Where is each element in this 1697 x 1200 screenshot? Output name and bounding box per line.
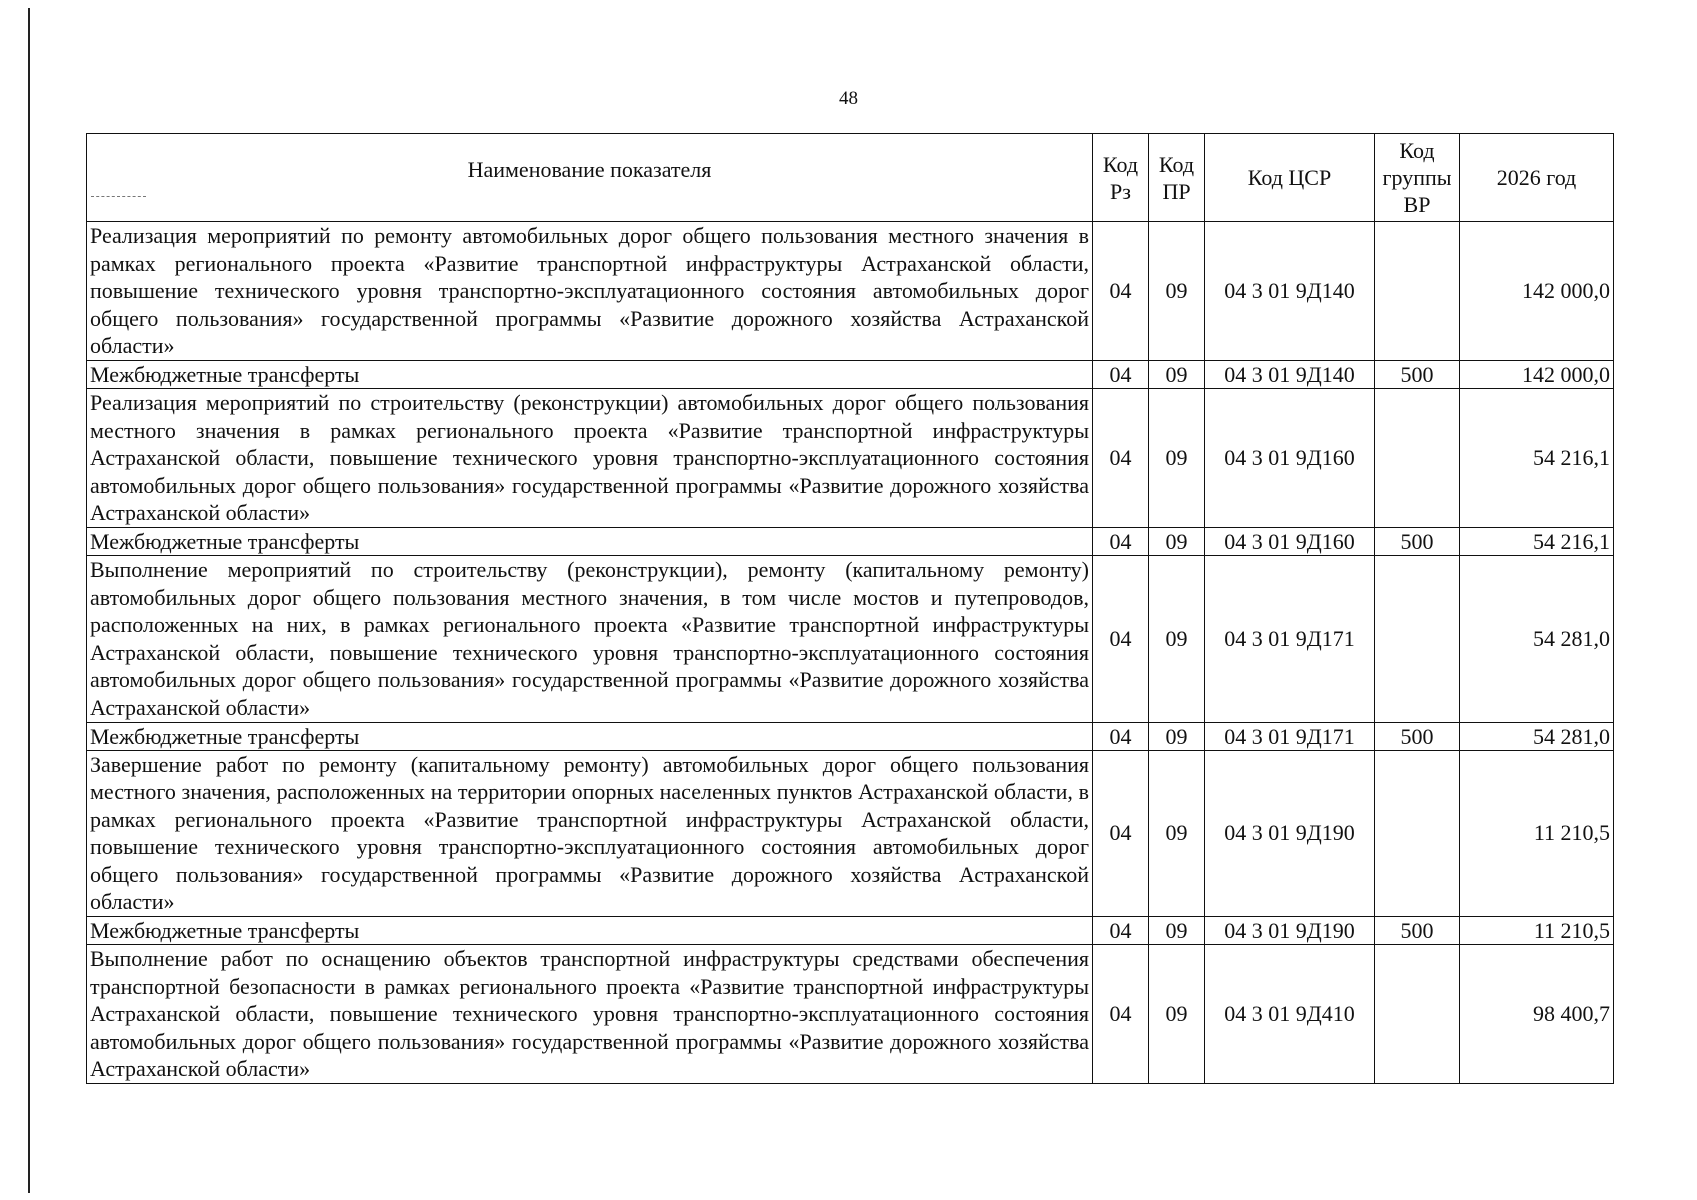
- row-name: Межбюджетные трансферты: [87, 917, 1093, 945]
- row-vr: 500: [1375, 360, 1460, 388]
- row-vr: 500: [1375, 527, 1460, 555]
- row-amount: 142 000,0: [1460, 222, 1614, 361]
- row-csr: 04 3 01 9Д171: [1205, 555, 1375, 722]
- row-name: Завершение работ по ремонту (капитальному ремонту) автомобильных дорог общего пользования местного значения, расположенных на территории опорных населенных пунктов Астраханской области, в рамках регионального проекта «Развитие транспортной инфраструктуры Астраханской области, повышение технического уровня транспортно-эксплуатационного состояния автомобильных дорог общего пользования» государственной программы «Развитие дорожного хозяйства Астраханской области»: [87, 750, 1093, 917]
- row-pr: 09: [1149, 555, 1205, 722]
- row-vr: [1375, 750, 1460, 917]
- row-vr: [1375, 388, 1460, 527]
- row-vr: [1375, 945, 1460, 1084]
- row-pr: 09: [1149, 945, 1205, 1084]
- table-row: [87, 945, 1614, 1084]
- row-amount: 11 210,5: [1460, 917, 1614, 945]
- row-rz: 04: [1093, 945, 1149, 1084]
- row-csr: 04 3 01 9Д190: [1205, 750, 1375, 917]
- row-csr: 04 3 01 9Д171: [1205, 722, 1375, 750]
- row-rz: 04: [1093, 388, 1149, 527]
- table-row: [87, 917, 1614, 945]
- row-rz: 04: [1093, 222, 1149, 361]
- row-csr: 04 3 01 9Д140: [1205, 222, 1375, 361]
- table-row: [87, 750, 1614, 917]
- row-rz: 04: [1093, 527, 1149, 555]
- row-name: Межбюджетные трансферты: [87, 360, 1093, 388]
- row-pr: 09: [1149, 917, 1205, 945]
- row-rz: 04: [1093, 722, 1149, 750]
- row-name: Межбюджетные трансферты: [87, 722, 1093, 750]
- header-vr: Код группы ВР: [1375, 134, 1460, 222]
- scan-edge-line: [28, 8, 30, 1193]
- header-rz: Код Рз: [1093, 134, 1149, 222]
- table-row: [87, 527, 1614, 555]
- header-name: [87, 134, 1093, 222]
- row-amount: 142 000,0: [1460, 360, 1614, 388]
- row-pr: 09: [1149, 360, 1205, 388]
- row-amount: 54 216,1: [1460, 527, 1614, 555]
- header-name-label: Наименование показателя: [467, 157, 712, 182]
- header-year: 2026 год: [1460, 134, 1614, 222]
- row-csr: 04 3 01 9Д410: [1205, 945, 1375, 1084]
- row-amount: 54 281,0: [1460, 722, 1614, 750]
- row-name: Выполнение мероприятий по строительству (реконструкции), ремонту (капитальному ремонту) автомобильных дорог общего пользования местного значения, в том числе мостов и путепроводов, расположенных на них, в рамках регионального проекта «Развитие транспортной инфраструктуры Астраханской области, повышение технического уровня транспортно-эксплуатационного состояния автомобильных дорог общего пользования» государственной программы «Развитие дорожного хозяйства Астраханской области»: [87, 555, 1093, 722]
- row-csr: 04 3 01 9Д160: [1205, 527, 1375, 555]
- page-number: 48: [839, 88, 858, 109]
- row-rz: 04: [1093, 917, 1149, 945]
- row-csr: 04 3 01 9Д160: [1205, 388, 1375, 527]
- row-pr: 09: [1149, 222, 1205, 361]
- header-dash-mark: [91, 196, 146, 197]
- row-amount: 11 210,5: [1460, 750, 1614, 917]
- row-csr: 04 3 01 9Д190: [1205, 917, 1375, 945]
- row-amount: 54 281,0: [1460, 555, 1614, 722]
- row-vr: 500: [1375, 722, 1460, 750]
- row-name: Межбюджетные трансферты: [87, 527, 1093, 555]
- row-pr: 09: [1149, 750, 1205, 917]
- row-name: Выполнение работ по оснащению объектов транспортной инфраструктуры средствами обеспечения транспортной безопасности в рамках регионального проекта «Развитие транспортной инфраструктуры Астраханской области, повышение технического уровня транспортно-эксплуатационного состояния автомобильных дорог общего пользования» государственной программы «Развитие дорожного хозяйства Астраханской области»: [87, 945, 1093, 1084]
- row-vr: [1375, 222, 1460, 361]
- row-pr: 09: [1149, 527, 1205, 555]
- row-csr: 04 3 01 9Д140: [1205, 360, 1375, 388]
- table-row: [87, 722, 1614, 750]
- row-pr: 09: [1149, 722, 1205, 750]
- row-vr: 500: [1375, 917, 1460, 945]
- row-vr: [1375, 555, 1460, 722]
- row-rz: 04: [1093, 555, 1149, 722]
- row-rz: 04: [1093, 750, 1149, 917]
- table-header-row: [87, 134, 1614, 222]
- row-pr: 09: [1149, 388, 1205, 527]
- table-row: [87, 388, 1614, 527]
- header-pr: Код ПР: [1149, 134, 1205, 222]
- budget-table: [86, 133, 1614, 1084]
- table-row: [87, 555, 1614, 722]
- row-amount: 54 216,1: [1460, 388, 1614, 527]
- row-name: Реализация мероприятий по ремонту автомобильных дорог общего пользования местного значения в рамках регионального проекта «Развитие транспортной инфраструктуры Астраханской области, повышение технического уровня транспортно-эксплуатационного состояния автомобильных дорог общего пользования» государственной программы «Развитие дорожного хозяйства Астраханской области»: [87, 222, 1093, 361]
- header-csr: Код ЦСР: [1205, 134, 1375, 222]
- row-amount: 98 400,7: [1460, 945, 1614, 1084]
- table-row: [87, 360, 1614, 388]
- table-row: [87, 222, 1614, 361]
- row-rz: 04: [1093, 360, 1149, 388]
- row-name: Реализация мероприятий по строительству (реконструкции) автомобильных дорог общего пользования местного значения в рамках регионального проекта «Развитие транспортной инфраструктуры Астраханской области, повышение технического уровня транспортно-эксплуатационного состояния автомобильных дорог общего пользования» государственной программы «Развитие дорожного хозяйства Астраханской области»: [87, 388, 1093, 527]
